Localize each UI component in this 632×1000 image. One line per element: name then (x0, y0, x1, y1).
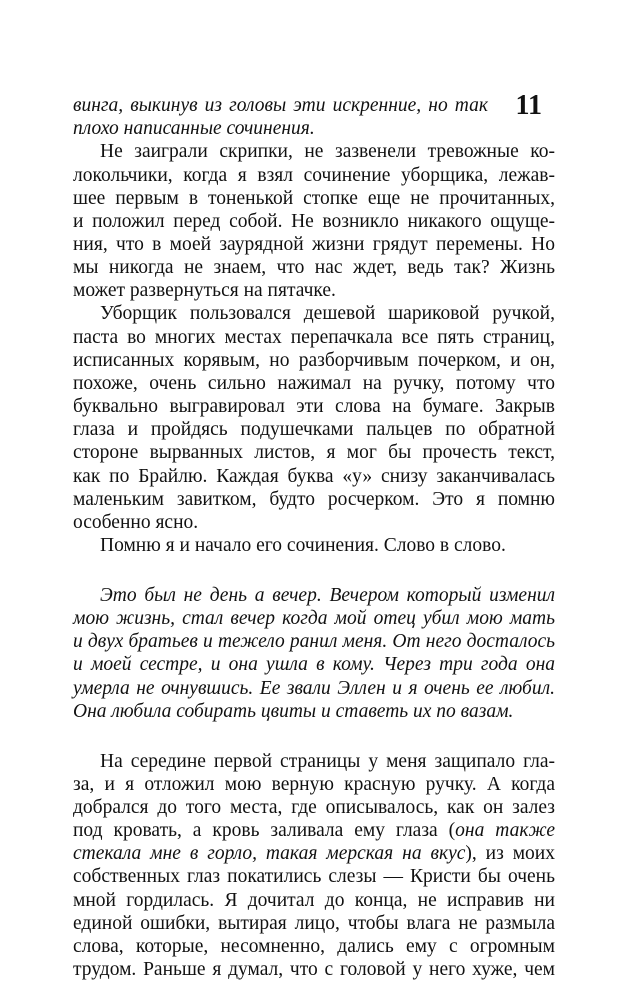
text-line: Не заиграли скрипки, не зазвенели тревожные ко- (100, 141, 555, 163)
page-number: 11 (515, 90, 542, 121)
text-line: винга, выкинув из головы эти искренние, но так (73, 95, 488, 116)
quote-line: умерла не очнувшись. Ее звали Эллен и я очень ее любил. (73, 677, 555, 699)
text-line: трудом. Раньше я думал, что с головой у него хуже, чем (73, 959, 555, 980)
text-line: Уборщик пользовался дешевой шариковой ручкой, (100, 303, 555, 325)
text-line: локольчики, когда я взял сочинение уборщика, лежав- (73, 164, 555, 186)
text-line: собственных глаз покатились слезы — Кристи бы очень (73, 866, 555, 888)
text-line (73, 819, 555, 842)
text-line: похоже, очень сильно нажимал на ручку, потому что (73, 372, 555, 394)
text-line: как по Брайлю. Каждая буква «у» снизу заканчивалась (73, 465, 555, 487)
text-run: ), из моих (465, 843, 555, 865)
text-line: На середине первой страницы у меня защипало гла- (100, 750, 555, 772)
text-line: ния, что в моей заурядной жизни грядут перемены. Но (73, 234, 555, 255)
text-line: шее первым в тоненькой стопке еще не прочитанных, (73, 187, 555, 209)
text-line: мной гордилась. Я дочитал до конца, не исправив ни (73, 889, 555, 911)
quote-line: Она любила собирать цвиты и ставеть их по вазам. (73, 700, 514, 722)
italic-run: стекала мне в горло, такая мерская на вкус (73, 843, 466, 865)
quote-line: и моей сестре, и она ушла в кому. Через три года она (73, 654, 555, 676)
text-line: может развернуться на пятачке. (73, 280, 336, 302)
quote-line: мою жизнь, стал вечер когда мой отец убил мою мать (73, 608, 555, 630)
text-line: слова, которые, несомненно, дались ему с огромным (73, 935, 555, 957)
text-line (73, 842, 555, 865)
text-line: особенно ясно. (73, 511, 199, 533)
quote-line: и двух братьев и тежело ранил меня. От него досталось (73, 631, 555, 653)
text-run: под кровать, а кровь заливала ему глаза ( (73, 820, 456, 841)
text-line: глаза и пройдясь подушечками пальцев по обратной (73, 419, 555, 441)
text-line: и положил перед собой. Не возникло никакого ощуще- (73, 210, 555, 232)
text-line: Помню я и начало его сочинения. Слово в слово. (100, 535, 506, 556)
italic-run: она также (455, 820, 555, 841)
text-line: за, и я отложил мою верную красную ручку. А когда (73, 773, 555, 795)
text-line: паста во многих местах перепачкала все пять страниц, (73, 326, 555, 348)
text-line: единой ошибки, вытирая лицо, чтобы влага не размыла (73, 912, 555, 934)
text-line: буквально выгравировал эти слова на бумаге. Закрыв (73, 396, 555, 418)
text-line: добрался до того места, где описывалось, как он залез (73, 796, 555, 818)
text-line: мы никогда не знаем, что нас ждет, ведь так? Жизнь (73, 257, 555, 279)
text-line: стороне вырванных листов, я мог бы прочесть текст, (73, 442, 555, 464)
text-line: маленьким завитком, будто росчерком. Это я помню (73, 488, 555, 510)
quote-line: Это был не день а вечер. Вечером который изменил (100, 584, 555, 606)
text-line: исписанных корявым, но разборчивым почерком, и он, (73, 349, 555, 371)
text-line: плохо написанные сочинения. (73, 118, 315, 140)
